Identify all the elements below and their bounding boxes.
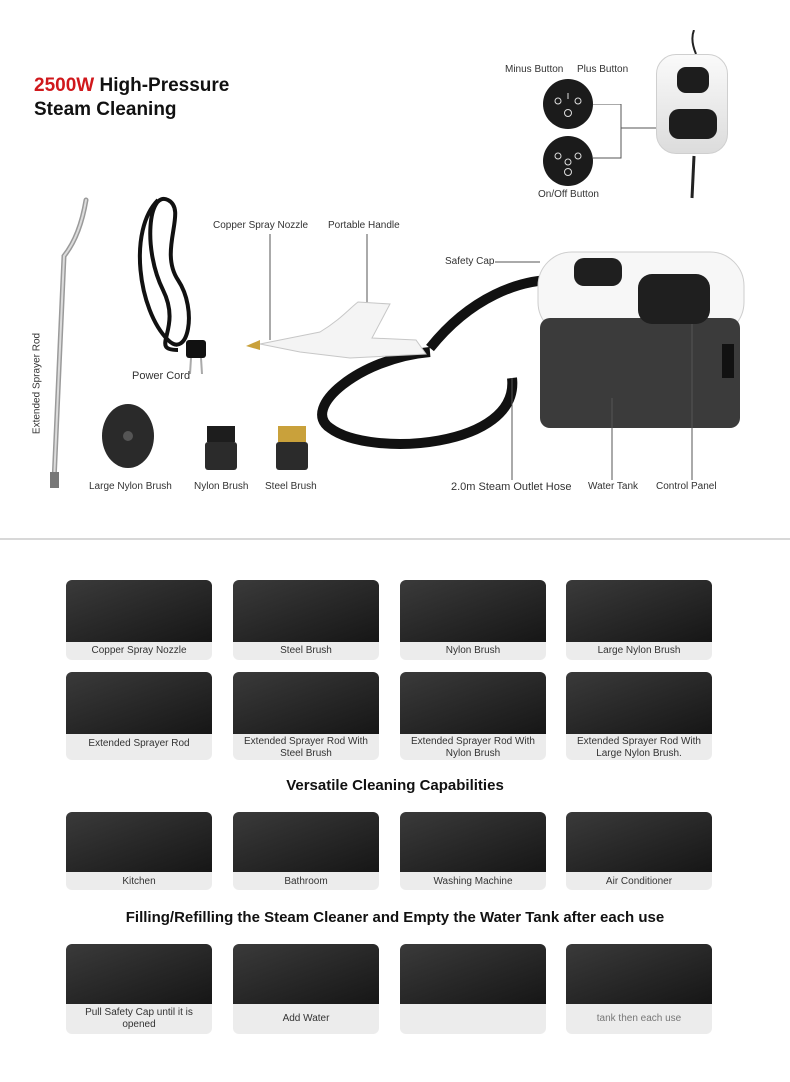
on-off-button-label: On/Off Button <box>538 189 599 200</box>
nylon-brush-illustration <box>203 424 239 474</box>
control-buttons-closeup-1 <box>543 79 593 129</box>
large-nylon-brush-label: Large Nylon Brush <box>89 481 172 492</box>
portable-handle-label: Portable Handle <box>328 220 400 231</box>
steam-cleaner-illustration <box>240 228 760 498</box>
nylon-brush-label: Nylon Brush <box>194 481 249 492</box>
versatile-section-title: Versatile Cleaning Capabilities <box>286 777 504 794</box>
attachment-tile <box>66 672 212 760</box>
attachment-photo <box>66 672 212 734</box>
attachment-tile <box>233 672 379 760</box>
section-divider <box>0 538 790 540</box>
application-tile <box>233 812 379 890</box>
outlet-hose-label: 2.0m Steam Outlet Hose <box>451 481 572 493</box>
application-tile <box>66 812 212 890</box>
product-diagram <box>0 0 790 540</box>
attachment-tile <box>233 580 379 660</box>
product-title <box>34 74 229 122</box>
attachment-photo <box>400 580 546 642</box>
application-photo <box>566 812 712 872</box>
application-caption: Bathroom <box>284 876 328 887</box>
application-caption: Air Conditioner <box>605 876 673 887</box>
control-buttons-closeup-2 <box>543 136 593 186</box>
filling-step-photo <box>66 944 212 1004</box>
filling-step-caption: tank then each use <box>596 1013 682 1024</box>
filling-step-caption: Pull Safety Cap until it is opened <box>85 1007 193 1030</box>
display-screen <box>677 67 709 93</box>
large-nylon-brush-illustration <box>98 396 158 472</box>
filling-step-photo <box>400 944 546 1004</box>
application-photo <box>66 812 212 872</box>
attachment-photo <box>233 672 379 734</box>
attachment-photo <box>233 580 379 642</box>
steel-brush-label: Steel Brush <box>265 481 317 492</box>
control-panel-closeup <box>656 54 728 154</box>
filling-step-tile <box>66 944 212 1034</box>
control-panel-label: Control Panel <box>656 481 717 492</box>
filling-section-title: Filling/Refilling the Steam Cleaner and Empty the Water Tank after each use <box>125 909 665 926</box>
title-rest: High-Pressure <box>94 75 230 96</box>
attachment-tile <box>400 580 546 660</box>
title-line2: Steam Cleaning <box>34 99 177 120</box>
attachment-tile <box>566 580 712 660</box>
power-cord-label: Power Cord <box>132 370 191 382</box>
attachment-caption: Extended Sprayer Rod With Steel Brush <box>244 736 368 759</box>
extended-sprayer-rod-illustration <box>40 196 100 492</box>
attachment-caption: Extended Sprayer Rod With Nylon Brush <box>411 736 535 759</box>
filling-step-photo <box>566 944 712 1004</box>
button-panel <box>669 109 717 139</box>
attachment-photo <box>400 672 546 734</box>
attachment-photo <box>566 580 712 642</box>
attachment-caption: Extended Sprayer Rod With Large Nylon Brush. <box>577 736 701 759</box>
water-tank-label: Water Tank <box>588 481 639 492</box>
application-caption: Washing Machine <box>433 876 513 887</box>
callout-lines <box>593 104 659 164</box>
power-symbol-icon <box>543 136 593 186</box>
attachment-caption: Extended Sprayer Rod <box>88 738 190 749</box>
safety-cap-label: Safety Cap <box>445 256 495 267</box>
attachment-caption: Nylon Brush <box>445 645 501 656</box>
attachment-photo <box>66 580 212 642</box>
filling-step-photo <box>233 944 379 1004</box>
attachment-photo <box>566 672 712 734</box>
attachment-tile <box>66 580 212 660</box>
minus-button-label: Minus Button <box>505 64 564 75</box>
application-tile <box>400 812 546 890</box>
attachment-tile <box>566 672 712 760</box>
filling-step-tile <box>233 944 379 1034</box>
attachment-caption: Steel Brush <box>280 645 332 656</box>
extended-sprayer-rod-label: Extended Sprayer Rod <box>31 332 43 435</box>
plus-button-label: Plus Button <box>577 64 629 75</box>
filling-step-caption: Add Water <box>282 1013 330 1024</box>
attachment-tile <box>400 672 546 760</box>
button-symbols-icon <box>543 79 593 129</box>
filling-step-tile <box>566 944 712 1034</box>
application-photo <box>233 812 379 872</box>
attachment-caption: Copper Spray Nozzle <box>91 645 187 656</box>
application-caption: Kitchen <box>122 876 156 887</box>
attachment-caption: Large Nylon Brush <box>597 645 681 656</box>
application-tile <box>566 812 712 890</box>
power-cord-illustration <box>128 190 228 380</box>
title-accent: 2500W <box>34 75 95 96</box>
application-photo <box>400 812 546 872</box>
filling-step-tile <box>400 944 546 1034</box>
copper-spray-nozzle-label: Copper Spray Nozzle <box>213 220 309 231</box>
